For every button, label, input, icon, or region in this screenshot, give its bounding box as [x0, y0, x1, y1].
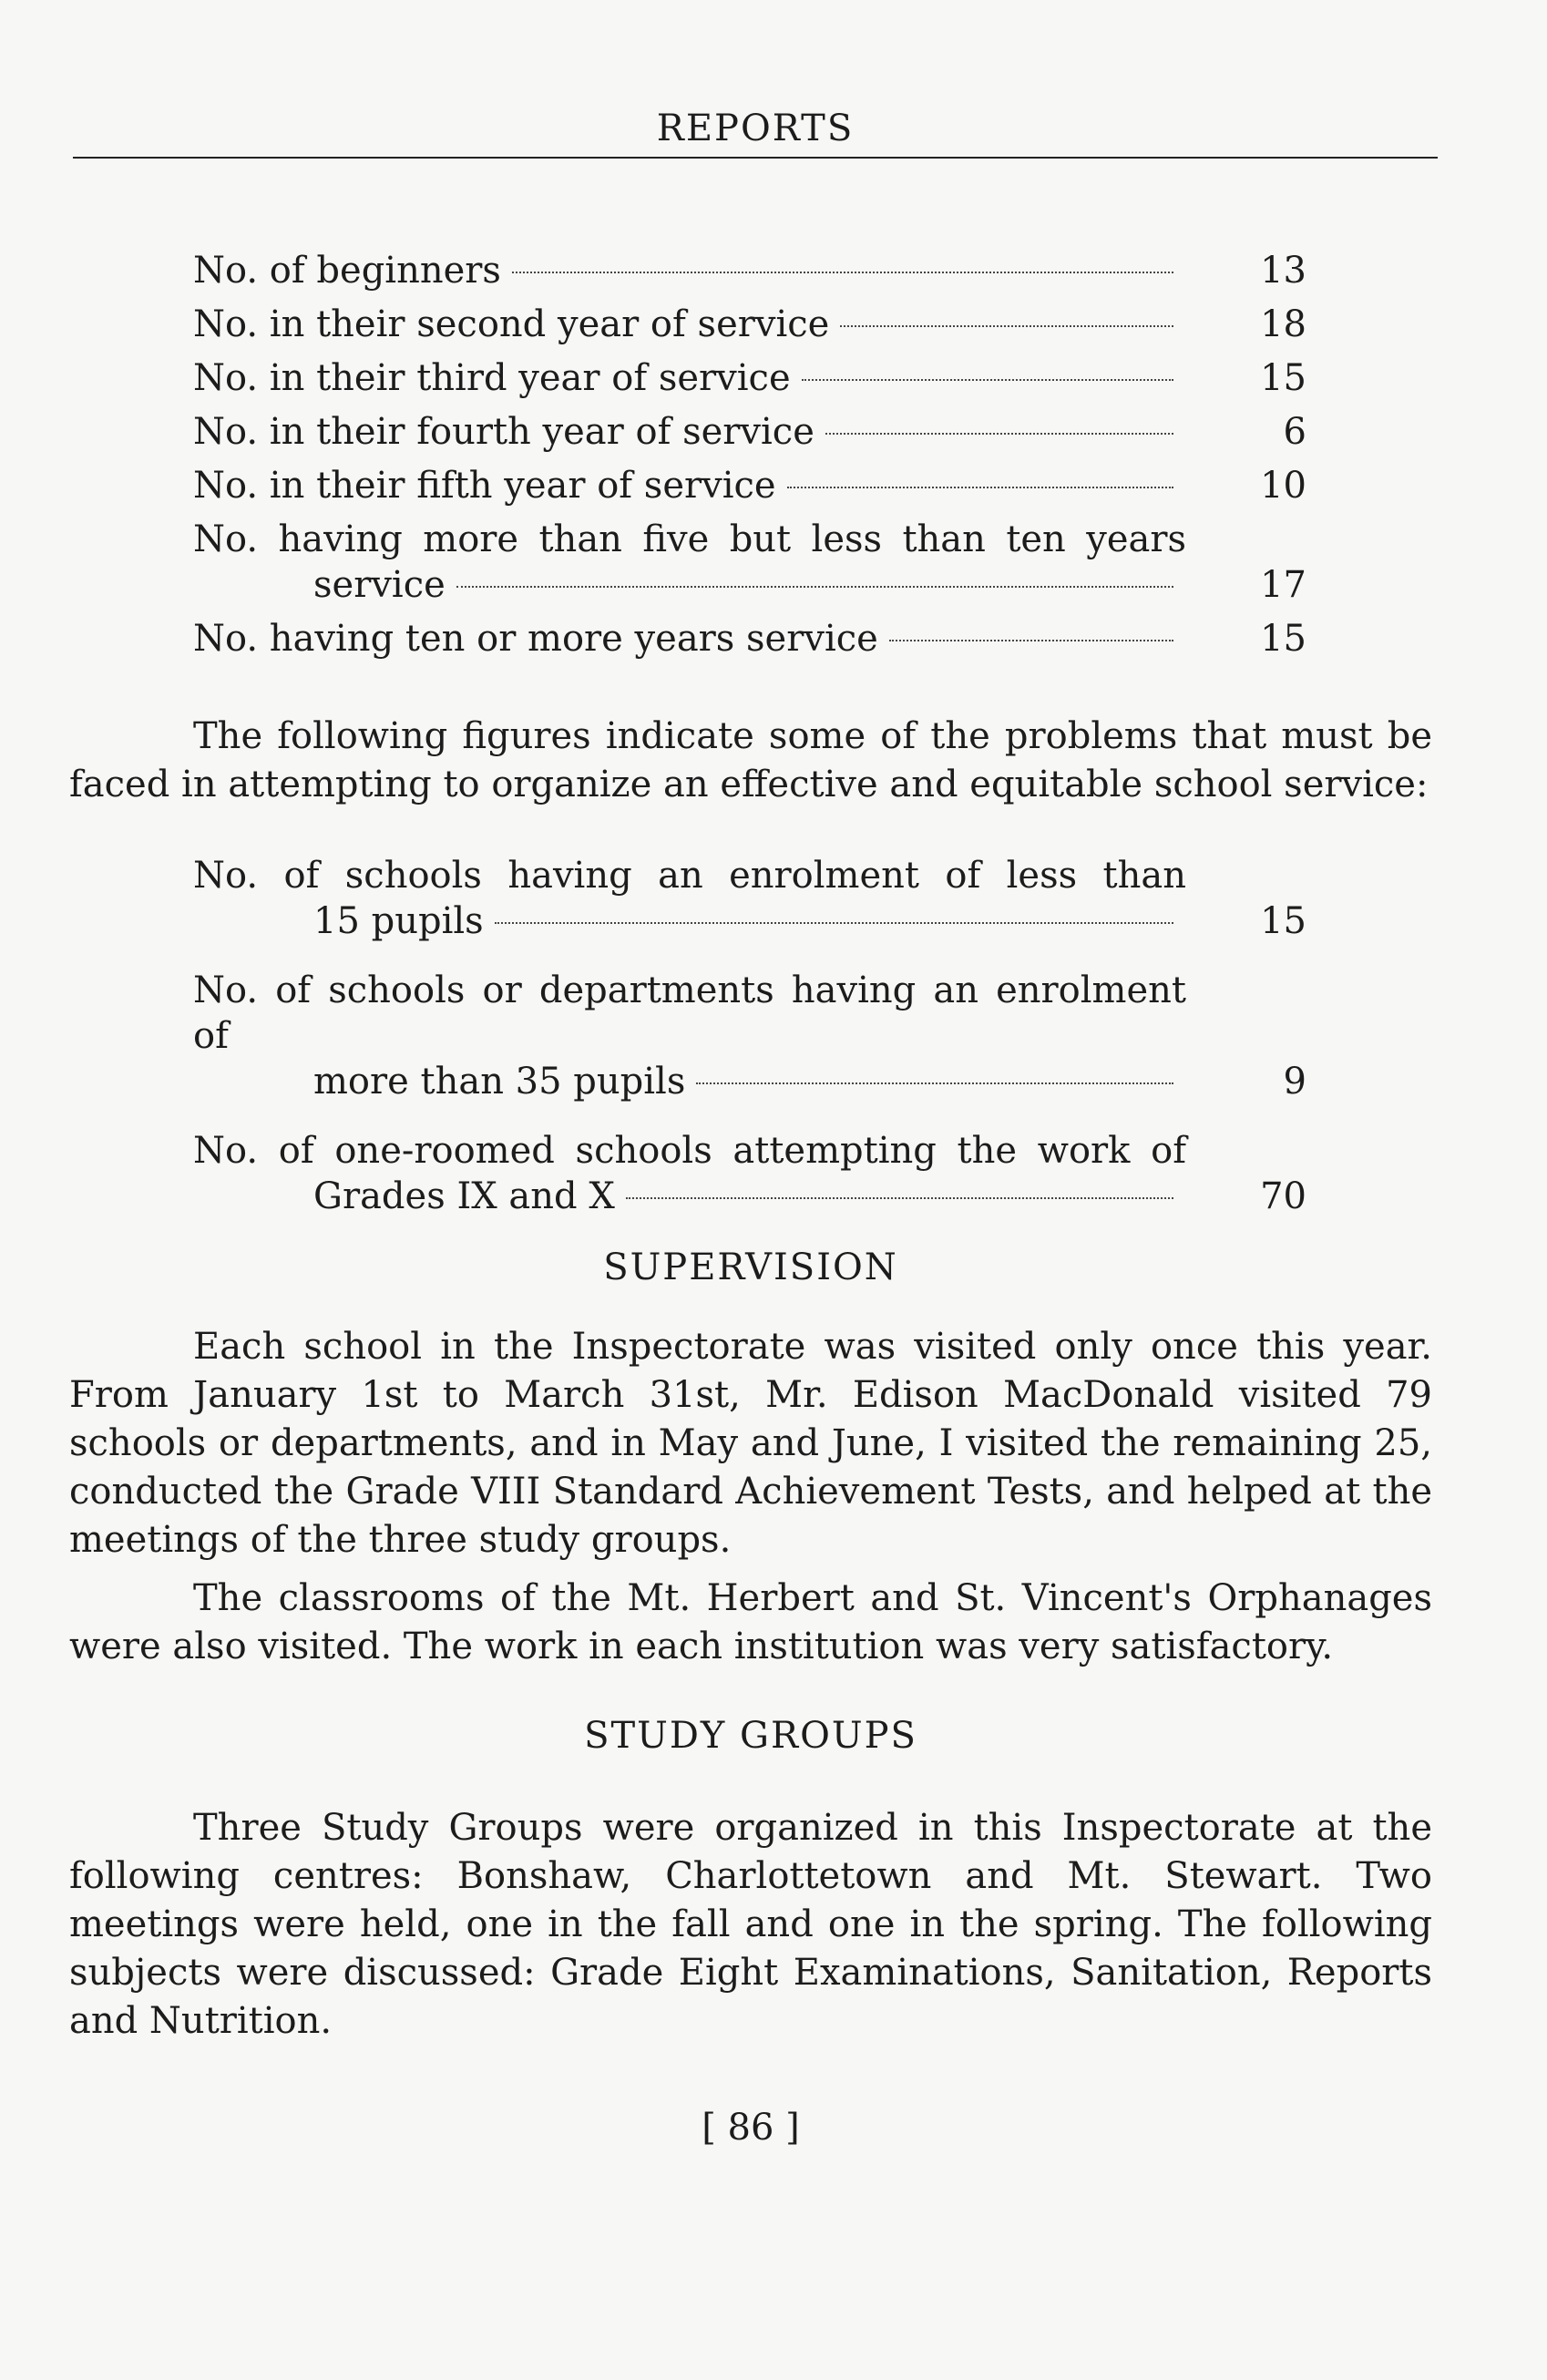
dot-leader	[696, 1082, 1173, 1084]
stat-value: 15	[1260, 900, 1306, 942]
section-heading-supervision: SUPERVISION	[603, 1246, 898, 1288]
stat-label-continued: service	[313, 564, 446, 606]
stat-row	[193, 409, 1306, 463]
stat-label-continued: Grades IX and X	[313, 1175, 615, 1217]
stat-label-continued: more than 35 pupils	[313, 1061, 686, 1103]
dot-leader	[825, 433, 1173, 435]
running-head: REPORTS	[656, 108, 855, 149]
orphanages-paragraph: The classrooms of the Mt. Herbert and St. Vincent's Orphanages were also visited. The work in each institution was very satisfactory.	[69, 1577, 1432, 1667]
stat-label: No. in their fifth year of service	[193, 465, 776, 507]
dot-leader	[787, 487, 1173, 488]
stat-label: No. of schools having an enrolment of less than	[193, 855, 1186, 897]
stat-value: 13	[1260, 250, 1306, 292]
stat-label: No. having more than five but less than ten years	[193, 518, 1186, 560]
stat-label: No. of one-roomed schools attempting the work of	[193, 1130, 1186, 1172]
stat-row	[193, 463, 1306, 517]
stat-row	[193, 1128, 1306, 1219]
stat-row	[193, 355, 1306, 409]
stat-value: 10	[1260, 465, 1306, 507]
supervision-paragraph: Each school in the Inspectorate was visited only once this year. From January 1st to March 31st, Mr. Edison MacDonald visited 79 schools or departments, and in May and June, I visited the remaining 25, conducted the Grade VIII Standard Achievement Tests, and helped at the meetings of the three study groups.	[69, 1326, 1432, 1561]
service-stats-list	[193, 248, 1306, 670]
stat-label: No. in their fourth year of service	[193, 411, 814, 453]
page-number: [ 86 ]	[702, 2107, 800, 2149]
dot-leader	[626, 1197, 1173, 1199]
stat-value: 70	[1260, 1175, 1306, 1217]
stat-row	[193, 853, 1306, 944]
header-rule	[73, 157, 1438, 159]
stat-label: No. in their third year of service	[193, 357, 791, 399]
intro-paragraph: The following figures indicate some of the problems that must be faced in attempting to organize an effective and equitable school service:	[69, 715, 1432, 805]
stat-value: 15	[1260, 357, 1306, 399]
dot-leader	[802, 379, 1173, 381]
stat-row	[193, 248, 1306, 302]
stat-value: 18	[1260, 303, 1306, 345]
stat-row	[193, 517, 1306, 608]
stat-value: 17	[1260, 564, 1306, 606]
stat-label-continued: 15 pupils	[313, 900, 484, 942]
stat-row	[193, 302, 1306, 355]
dot-leader	[495, 922, 1173, 924]
section-heading-study-groups: STUDY GROUPS	[584, 1715, 917, 1757]
stat-value: 9	[1283, 1061, 1306, 1103]
study-groups-paragraph: Three Study Groups were organized in this Inspectorate at the following centres: Bonshaw, Charlottetown and Mt. Stewart. Two meetings were held, one in the fall and one in the spring. The following subjects were discussed: Grade Eight Examinations, Sanitation, Reports and Nutrition.	[69, 1807, 1432, 2042]
dot-leader	[840, 325, 1173, 327]
stat-row	[193, 616, 1306, 670]
stat-label: No. in their second year of service	[193, 303, 830, 345]
stat-value: 15	[1260, 618, 1306, 660]
stat-row	[193, 968, 1306, 1104]
dot-leader	[512, 272, 1173, 273]
dot-leader	[889, 640, 1173, 641]
dot-leader	[456, 586, 1173, 588]
stat-label: No. having ten or more years service	[193, 618, 878, 660]
stat-label: No. of beginners	[193, 250, 501, 292]
stat-label: No. of schools or departments having an enrolment of	[193, 969, 1186, 1057]
problem-stats-list	[193, 853, 1306, 1219]
stat-value: 6	[1283, 411, 1306, 453]
